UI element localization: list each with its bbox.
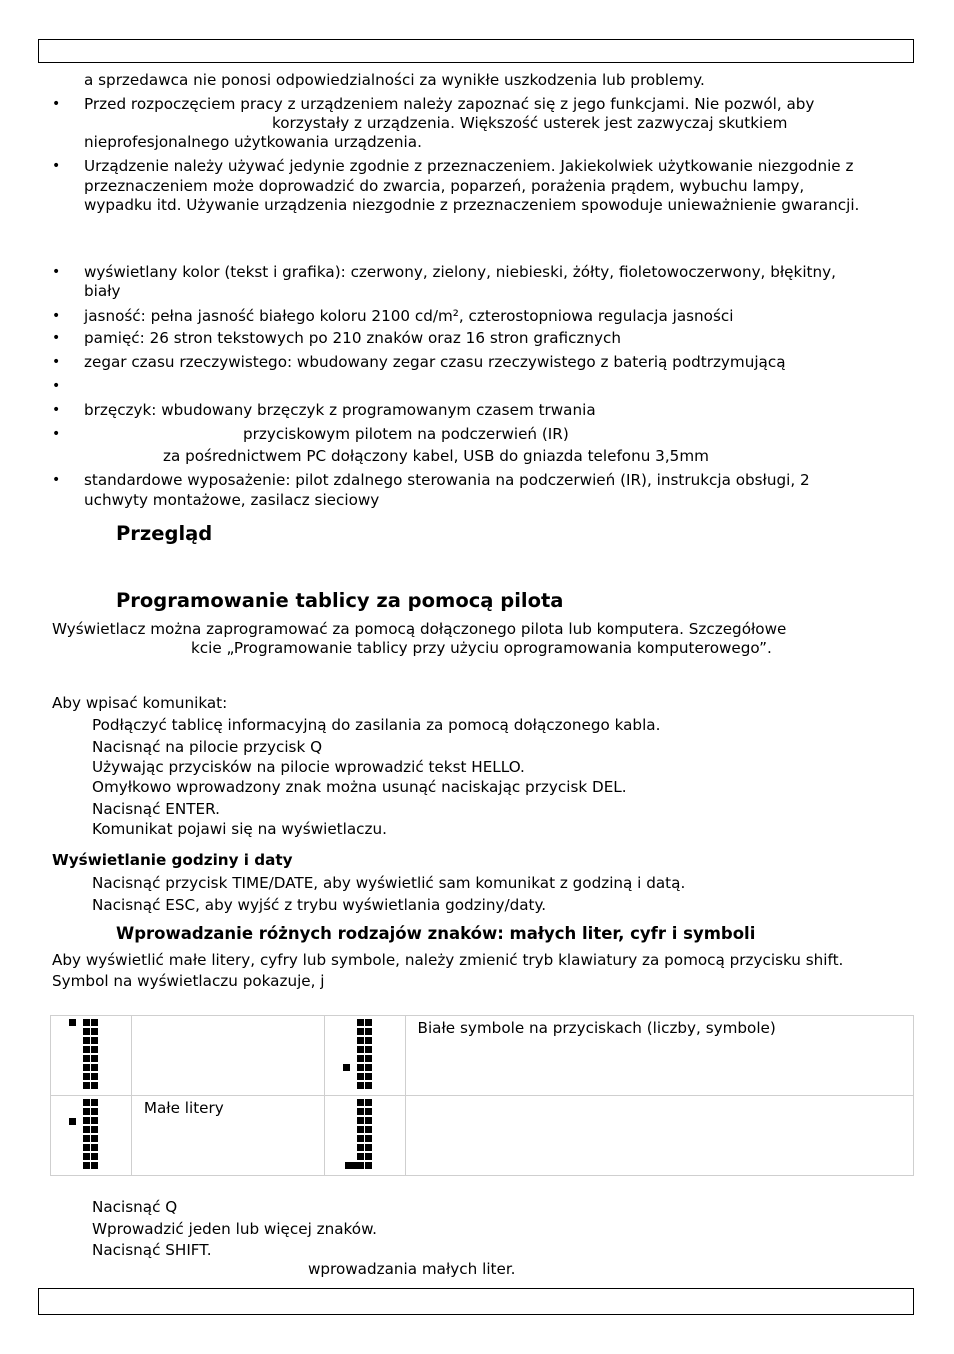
bullet-marker: • [52, 264, 61, 280]
matrix-dot [357, 1144, 364, 1151]
step-text: Używając przycisków na pilocie wprowadzić tekst HELLO. [92, 758, 525, 776]
heading-time-date: Wyświetlanie godziny i daty [52, 851, 293, 869]
heading-char-types: Wprowadzanie różnych rodzajów znaków: małych liter, cyfr i symboli [116, 924, 756, 943]
matrix-dot [83, 1099, 90, 1106]
matrix-dot [91, 1055, 98, 1062]
table-cell [131, 1096, 324, 1176]
matrix-dot [365, 1144, 372, 1151]
bullet-marker: • [52, 308, 61, 324]
matrix-dot [83, 1037, 90, 1044]
spec-text: jasność: pełna jasność białego koloru 2100 cd/m², czterostopniowa regulacja jasności [84, 307, 734, 325]
bullet-continuation: a sprzedawca nie ponosi odpowiedzialności za wynikłe uszkodzenia lub problemy. [84, 71, 705, 89]
matrix-dot [91, 1046, 98, 1053]
matrix-dot [365, 1108, 372, 1115]
spec-text: zegar czasu rzeczywistego: wbudowany zegar czasu rzeczywistego z baterią podtrzymującą [84, 353, 786, 371]
table-row [51, 1096, 914, 1176]
bullet-marker: • [52, 354, 61, 370]
matrix-dot [91, 1082, 98, 1089]
matrix-dot [365, 1037, 372, 1044]
matrix-dot [357, 1073, 364, 1080]
step-text: Nacisnąć SHIFT. [92, 1241, 212, 1259]
step-text: Nacisnąć ESC, aby wyjść z trybu wyświetlania godziny/daty. [92, 896, 547, 914]
matrix-dot [357, 1037, 364, 1044]
step-text: Nacisnąć Q [92, 1198, 178, 1216]
step-text: Nacisnąć na pilocie przycisk Q [92, 738, 323, 756]
matrix-dot [69, 1118, 76, 1125]
step-text: Wprowadzić jeden lub więcej znaków. [92, 1220, 377, 1238]
matrix-dot [357, 1099, 364, 1106]
matrix-dot [83, 1082, 90, 1089]
bullet-marker: • [52, 158, 61, 174]
matrix-dot [357, 1082, 364, 1089]
matrix-dot [83, 1117, 90, 1124]
matrix-dot [91, 1037, 98, 1044]
matrix-dot [365, 1153, 372, 1160]
step-text: Komunikat pojawi się na wyświetlaczu. [92, 820, 387, 838]
matrix-dot [343, 1064, 350, 1071]
matrix-dot [91, 1108, 98, 1115]
bullet-text: wypadku itd. Używanie urządzenia niezgodnie z przeznaczeniem spowoduje unieważnienie gwarancji. [84, 196, 860, 214]
matrix-dot [357, 1108, 364, 1115]
step-text: Nacisnąć ENTER. [92, 800, 220, 818]
bullet-text: przeznaczeniem może doprowadzić do zwarcia, poparzeń, porażenia prądem, wybuchu lampy, [84, 177, 805, 195]
spec-text: przyciskowym pilotem na podczerwień (IR) [243, 425, 569, 443]
matrix-dot [83, 1046, 90, 1053]
matrix-dot [365, 1126, 372, 1133]
bullet-text: korzystały z urządzenia. Większość usterek jest zazwyczaj skutkiem [272, 114, 788, 132]
matrix-dot [83, 1108, 90, 1115]
matrix-dot [83, 1144, 90, 1151]
matrix-dot [357, 1126, 364, 1133]
matrix-dot [83, 1162, 90, 1169]
matrix-dot [83, 1055, 90, 1062]
matrix-dot [357, 1055, 364, 1062]
mode-label-white-symbols: Białe symbole na przyciskach (liczby, symbole) [417, 1019, 776, 1037]
bullet-marker: • [52, 378, 61, 394]
matrix-dot [365, 1073, 372, 1080]
step-text: Nacisnąć przycisk TIME/DATE, aby wyświetlić sam komunikat z godziną i datą. [92, 874, 686, 892]
bullet-text: Urządzenie należy używać jedynie zgodnie z przeznaczeniem. Jakiekolwiek użytkowanie niezgodnie z [84, 157, 854, 175]
matrix-dot [83, 1153, 90, 1160]
matrix-dot [69, 1019, 76, 1026]
keyboard-mode-table [50, 1015, 914, 1176]
matrix-dot [351, 1162, 358, 1169]
matrix-dot [83, 1073, 90, 1080]
spec-text: za pośrednictwem PC dołączony kabel, USB do gniazda telefonu 3,5mm [163, 447, 709, 465]
matrix-dot [365, 1135, 372, 1142]
matrix-dot [357, 1028, 364, 1035]
matrix-dot [357, 1153, 364, 1160]
char-intro: Aby wyświetlić małe litery, cyfry lub symbole, należy zmienić tryb klawiatury za pomocą przycisku shift. [52, 951, 844, 969]
matrix-dot [365, 1082, 372, 1089]
enter-message-intro: Aby wpisać komunikat: [52, 694, 228, 712]
spec-text: uchwyty montażowe, zasilacz sieciowy [84, 491, 380, 509]
matrix-dot [357, 1019, 364, 1026]
matrix-dot [91, 1162, 98, 1169]
matrix-dot [91, 1126, 98, 1133]
spec-text: biały [84, 282, 121, 300]
matrix-dot [83, 1126, 90, 1133]
matrix-dot [91, 1153, 98, 1160]
matrix-dot [91, 1135, 98, 1142]
matrix-dot [365, 1028, 372, 1035]
bullet-text: nieprofesjonalnego użytkowania urządzenia. [84, 133, 422, 151]
matrix-dot [357, 1117, 364, 1124]
char-intro: Symbol na wyświetlaczu pokazuje, j [52, 972, 325, 990]
matrix-dot [91, 1144, 98, 1151]
matrix-dot [365, 1019, 372, 1026]
spec-text: pamięć: 26 stron tekstowych po 210 znaków oraz 16 stron graficznych [84, 329, 622, 347]
matrix-dot [83, 1135, 90, 1142]
matrix-dot [83, 1028, 90, 1035]
table-row [51, 1016, 914, 1096]
bullet-marker: • [52, 426, 61, 442]
matrix-dot [365, 1117, 372, 1124]
matrix-dot [357, 1064, 364, 1071]
programming-intro: Wyświetlacz można zaprogramować za pomocą dołączonego pilota lub komputera. Szczegółowe [52, 620, 787, 638]
matrix-dot [91, 1117, 98, 1124]
matrix-dot [91, 1099, 98, 1106]
matrix-dot [365, 1055, 372, 1062]
matrix-dot [83, 1064, 90, 1071]
spec-text: brzęczyk: wbudowany brzęczyk z programowanym czasem trwania [84, 401, 596, 419]
final-note: wprowadzania małych liter. [308, 1260, 516, 1278]
step-text: Podłączyć tablicę informacyjną do zasilania za pomocą dołączonego kabla. [92, 716, 661, 734]
table-cell [405, 1096, 913, 1176]
table-cell [405, 1016, 913, 1096]
spec-text: wyświetlany kolor (tekst i grafika): czerwony, zielony, niebieski, żółty, fioletowoczerwony, błękitny, [84, 263, 836, 281]
matrix-dot [357, 1046, 364, 1053]
matrix-dot [365, 1046, 372, 1053]
matrix-dot [91, 1028, 98, 1035]
matrix-dot [83, 1019, 90, 1026]
table-cell [131, 1016, 324, 1096]
matrix-dot [357, 1135, 364, 1142]
spec-text: standardowe wyposażenie: pilot zdalnego sterowania na podczerwień (IR), instrukcja obsługi, 2 [84, 471, 810, 489]
matrix-dot [365, 1064, 372, 1071]
matrix-dot [91, 1019, 98, 1026]
bullet-marker: • [52, 96, 61, 112]
step-text: Omyłkowo wprowadzony znak można usunąć naciskając przycisk DEL. [92, 778, 627, 796]
programming-intro: kcie „Programowanie tablicy przy użyciu oprogramowania komputerowego”. [191, 639, 772, 657]
page-footer-box [38, 1288, 914, 1315]
heading-overview: Przegląd [116, 522, 213, 545]
bullet-marker: • [52, 402, 61, 418]
bullet-marker: • [52, 472, 61, 488]
matrix-dot [357, 1162, 364, 1169]
matrix-dot [91, 1073, 98, 1080]
matrix-dot [365, 1099, 372, 1106]
mode-label-lowercase: Małe litery [143, 1099, 224, 1117]
heading-programming: Programowanie tablicy za pomocą pilota [116, 589, 564, 612]
matrix-dot [91, 1064, 98, 1071]
page-header-box [38, 39, 914, 63]
bullet-text: Przed rozpoczęciem pracy z urządzeniem należy zapoznać się z jego funkcjami. Nie pozwól, aby [84, 95, 815, 113]
bullet-marker: • [52, 330, 61, 346]
matrix-dot [365, 1162, 372, 1169]
